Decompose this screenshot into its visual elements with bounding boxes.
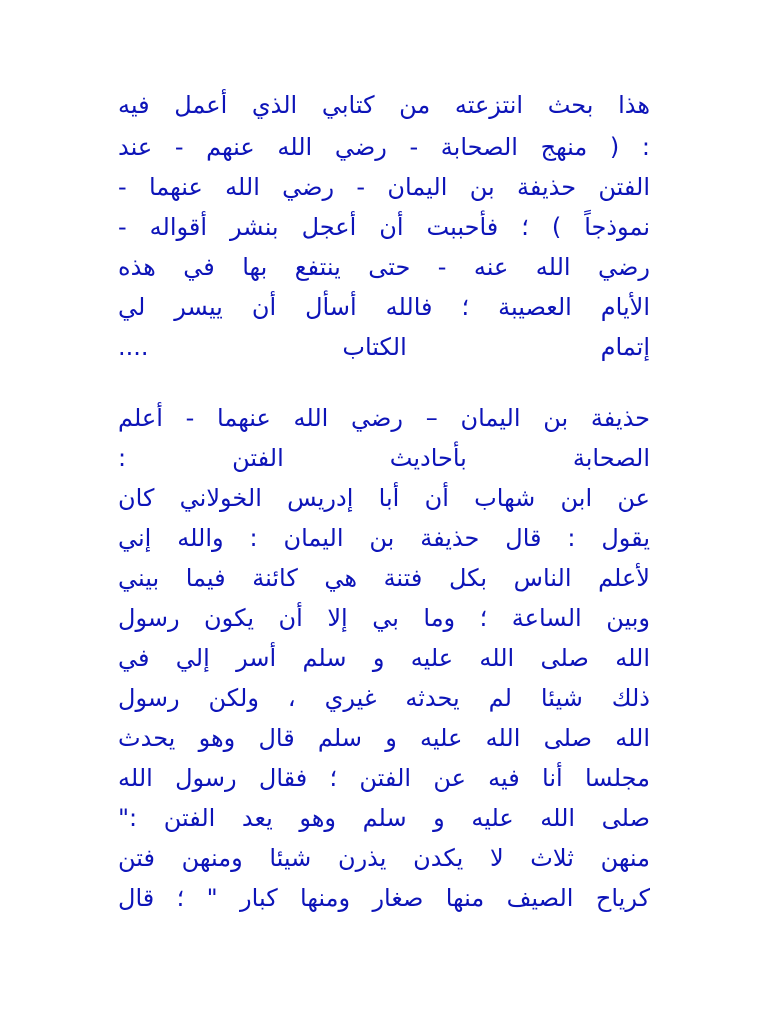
- text-line: صلى الله عليه و سلم وهو يعد الفتن :": [118, 804, 650, 832]
- text-line: الله صلى الله عليه و سلم أسر إلي في: [118, 644, 650, 672]
- text-line: رضي الله عنه - حتى ينتفع بها في هذه: [118, 253, 650, 281]
- text-line: يقول : قال حذيفة بن اليمان : والله إني: [118, 524, 650, 552]
- text-line: كرياح الصيف منها صغار ومنها كبار " ؛ قال: [118, 884, 650, 912]
- text-line: منهن ثلاث لا يكدن يذرن شيئا ومنهن فتن: [118, 844, 650, 872]
- text-line: حذيفة بن اليمان – رضي الله عنهما - أعلم: [118, 404, 650, 432]
- text-line: هذا بحث انتزعته من كتابي الذي أعمل فيه: [118, 91, 650, 119]
- text-line: الأيام العصيبة ؛ فالله أسأل أن ييسر لي: [118, 293, 650, 321]
- text-line: عن ابن شهاب أن أبا إدريس الخولاني كان: [118, 484, 650, 512]
- text-line: ذلك شيئا لم يحدثه غيري ، ولكن رسول: [118, 684, 650, 712]
- text-line: مجلسا أنا فيه عن الفتن ؛ فقال رسول الله: [118, 764, 650, 792]
- text-line: الله صلى الله عليه و سلم قال وهو يحدث: [118, 724, 650, 752]
- text-line: إتمام الكتاب ....: [118, 333, 650, 361]
- text-line: وبين الساعة ؛ وما بي إلا أن يكون رسول: [118, 604, 650, 632]
- text-line: نموذجاً ) ؛ فأحببت أن أعجل بنشر أقواله -: [118, 213, 650, 241]
- text-line: : ( منهج الصحابة - رضي الله عنهم - عند: [118, 133, 650, 161]
- text-line: الفتن حذيفة بن اليمان - رضي الله عنهما -: [118, 173, 650, 201]
- text-line: لأعلم الناس بكل فتنة هي كائنة فيما بيني: [118, 564, 650, 592]
- text-line: الصحابة بأحاديث الفتن :: [118, 444, 650, 472]
